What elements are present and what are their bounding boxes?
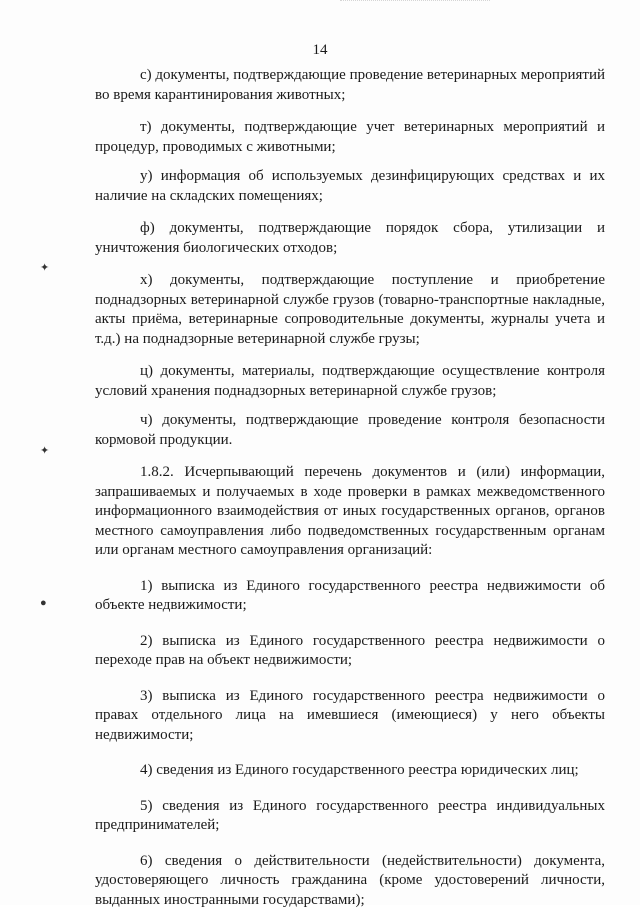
paragraph-ch: ч) документы, подтверждающие проведение контроля безопасности кормовой продукции. [95, 411, 605, 450]
document-body [95, 66, 605, 910]
list-item-2: 2) выписка из Единого государственного реестра недвижимости о переходе прав на объект недвижимости; [95, 632, 605, 671]
margin-mark-icon: ● [40, 598, 47, 609]
list-item-5: 5) сведения из Единого государственного реестра индивидуальных предпринимателей; [95, 797, 605, 836]
list-item-6: 6) сведения о действительности (недействительности) документа, удостоверяющего личность гражданина (кроме удостоверений личности, выданных иностранными государствами); [95, 852, 605, 910]
margin-mark-icon: ✦ [40, 446, 49, 457]
scan-artifact [340, 0, 490, 5]
paragraph-kh: х) документы, подтверждающие поступление и приобретение поднадзорных ветеринарной службе грузов (товарно-транспортные накладные, акты приёма, ветеринарные сопроводительные документы, журналы учета и т.д.) на поднадзорные ветеринарной службе грузы; [95, 271, 605, 349]
list-item-1: 1) выписка из Единого государственного реестра недвижимости об объекте недвижимости; [95, 577, 605, 616]
list-item-3: 3) выписка из Единого государственного реестра недвижимости о правах отдельного лица на имевшиеся (имеющиеся) у него объекты недвижимости; [95, 687, 605, 746]
paragraph-f: ф) документы, подтверждающие порядок сбора, утилизации и уничтожения биологических отходов; [95, 219, 605, 258]
paragraph-1-8-2: 1.8.2. Исчерпывающий перечень документов и (или) информации, запрашиваемых и получаемых в ходе проверки в рамках межведомственного информационного взаимодействия от иных государственных органов, органов местного самоуправления либо подведомственных государственным органам или органам местного самоуправления организаций: [95, 463, 605, 561]
list-item-4: 4) сведения из Единого государственного реестра юридических лиц; [95, 761, 605, 781]
margin-mark-icon: ✦ [40, 263, 49, 274]
page-number: 14 [0, 41, 640, 59]
paragraph-s: с) документы, подтверждающие проведение ветеринарных мероприятий во время карантинирования животных; [95, 66, 605, 105]
paragraph-ts: ц) документы, материалы, подтверждающие осуществление контроля условий хранения поднадзорных ветеринарной службе грузов; [95, 362, 605, 401]
paragraph-u: у) информация об используемых дезинфицирующих средствах и их наличие на складских помещениях; [95, 167, 605, 206]
paragraph-t: т) документы, подтверждающие учет ветеринарных мероприятий и процедур, проводимых с животными; [95, 118, 605, 157]
